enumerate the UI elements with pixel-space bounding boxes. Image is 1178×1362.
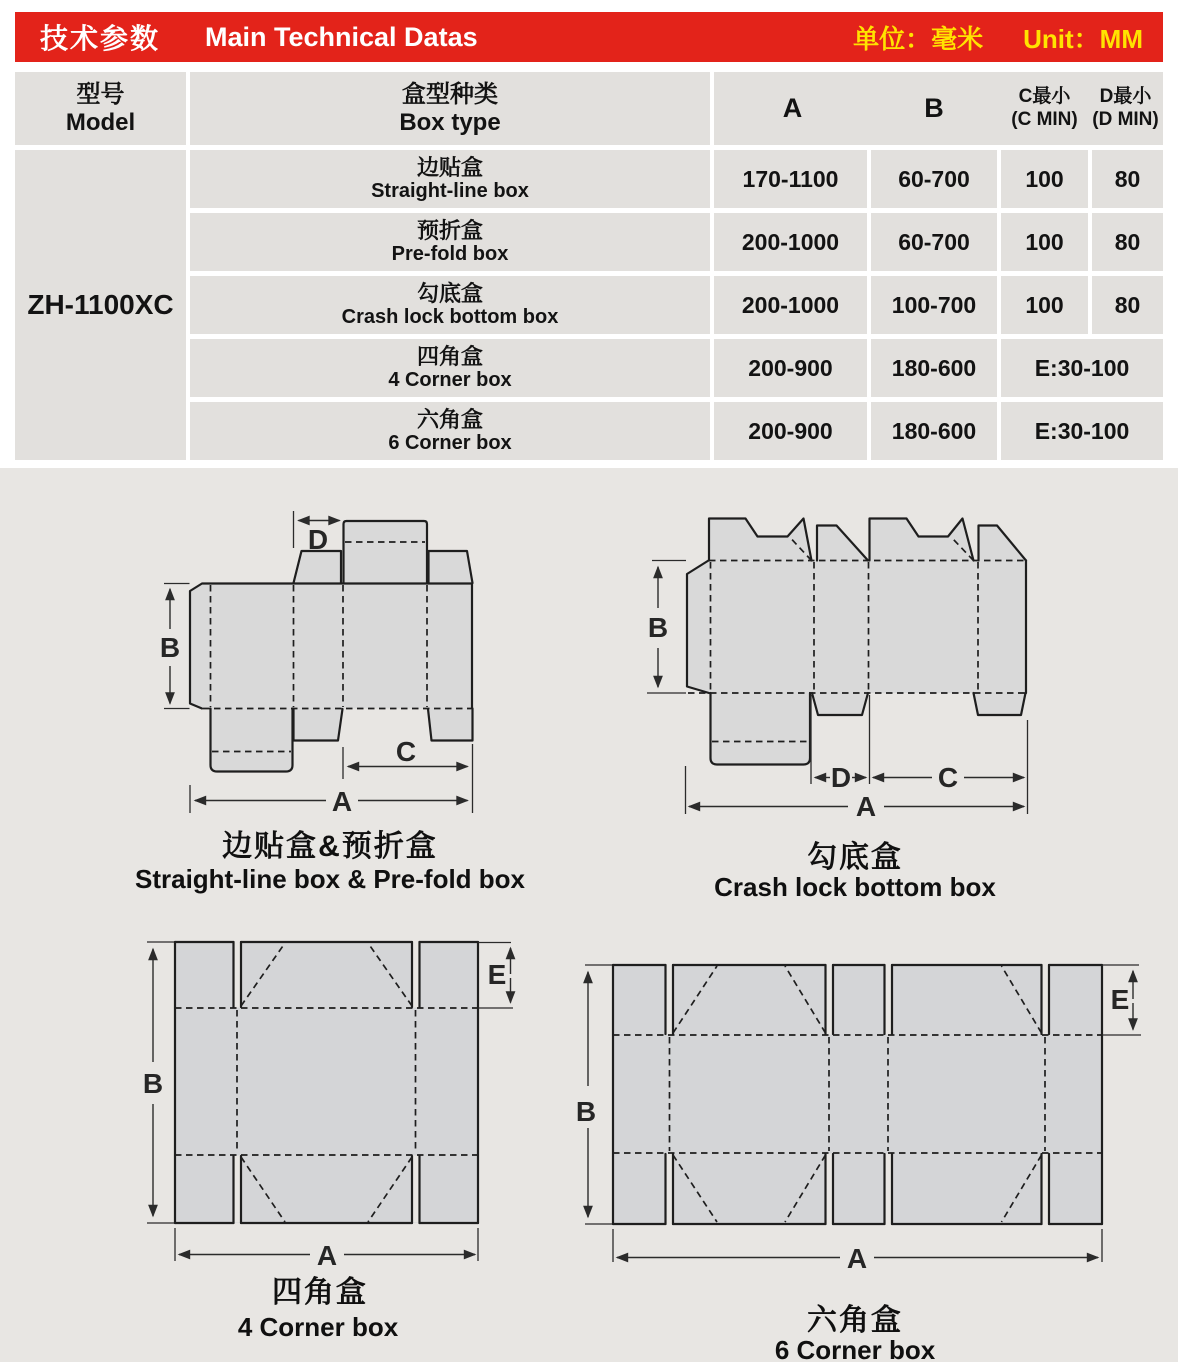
row2-d-value: 80	[1114, 228, 1141, 255]
page-title-zh: 技术参数	[40, 23, 161, 54]
row2-type-en: Pre-fold box	[391, 243, 509, 266]
header-col-b: B	[924, 92, 944, 123]
row4-type-en: 4 Corner box	[388, 369, 512, 392]
row2-a-value: 200-1000	[741, 228, 840, 255]
diagram-crash-lock-bottom-box	[647, 519, 1028, 903]
row5-type-en: 6 Corner box	[388, 432, 512, 455]
header-col-c-en: (C MIN)	[1011, 108, 1078, 130]
page-title-en: Main Technical Datas	[205, 21, 478, 52]
unit-label-zh: 单位：毫米	[853, 23, 984, 54]
header-col-a: A	[782, 92, 803, 123]
dim-label-a: A	[331, 786, 353, 817]
diagram2-caption-en: Crash lock bottom box	[714, 872, 996, 902]
row2-type-zh: 预折盒	[416, 217, 483, 243]
row3-b-value: 100-700	[891, 291, 977, 318]
header-boxtype-zh: 盒型种类	[402, 80, 498, 108]
diagram1-caption-zh: 边贴盒&预折盒	[222, 830, 438, 863]
dim-label-a: A	[316, 1240, 338, 1271]
diagram-6-corner-box	[576, 964, 1141, 1362]
diagram4-caption-zh: 六角盒	[807, 1304, 903, 1337]
dim-label-a: A	[855, 791, 877, 822]
row1-type-zh: 边贴盒	[416, 154, 483, 180]
dim-label-b: B	[647, 612, 669, 643]
dim-label-d: D	[307, 524, 329, 555]
row1-d-value: 80	[1114, 165, 1141, 192]
header-model-en: Model	[65, 108, 136, 136]
row1-a-value: 170-1100	[742, 165, 839, 192]
row4-type-zh: 四角盒	[416, 343, 483, 369]
row5-a-value: 200-900	[748, 417, 833, 444]
diagram3-caption-zh: 四角盒	[272, 1276, 368, 1309]
unit-label-en: Unit：MM	[1023, 23, 1143, 54]
row3-type-en: Crash lock bottom box	[341, 306, 559, 329]
diagram2-caption-zh: 勾底盒	[807, 841, 903, 874]
diagram-4-corner-box	[143, 941, 513, 1342]
header-col-d-zh: D最小	[1099, 85, 1152, 107]
dim-label-d: D	[830, 762, 852, 793]
row5-e-value: E:30-100	[1034, 417, 1130, 444]
header-col-c-zh: C最小	[1018, 85, 1071, 107]
row5-type-zh: 六角盒	[416, 406, 483, 432]
dim-label-c: C	[395, 736, 417, 767]
model-value: ZH-1100XC	[15, 150, 186, 460]
header-model-zh: 型号	[76, 80, 125, 108]
row3-type-zh: 勾底盒	[416, 280, 483, 306]
row1-b-value: 60-700	[898, 165, 970, 192]
row1-type-en: Straight-line box	[371, 180, 529, 203]
row4-a-value: 200-900	[748, 354, 833, 381]
diagram3-caption-en: 4 Corner box	[237, 1312, 399, 1342]
diagram1-caption-en: Straight-line box & Pre-fold box	[134, 864, 526, 894]
row5-b-value: 180-600	[891, 417, 977, 444]
dim-label-b: B	[575, 1096, 597, 1127]
dim-label-b: B	[159, 632, 181, 663]
row4-e-value: E:30-100	[1034, 354, 1130, 381]
diagram4-caption-en: 6 Corner box	[774, 1335, 936, 1362]
diagram-straight-line-box	[135, 511, 526, 894]
row4-b-value: 180-600	[891, 354, 977, 381]
dim-label-e: E	[487, 959, 507, 990]
header-col-d-en: (D MIN)	[1092, 108, 1159, 130]
row3-a-value: 200-1000	[741, 291, 840, 318]
row3-c-value: 100	[1025, 291, 1064, 318]
header-boxtype-en: Box type	[399, 108, 501, 136]
dim-label-a: A	[846, 1243, 868, 1274]
dim-label-e: E	[1110, 984, 1130, 1015]
dim-label-b: B	[142, 1068, 164, 1099]
row1-c-value: 100	[1025, 165, 1064, 192]
row2-b-value: 60-700	[898, 228, 970, 255]
dim-label-c: C	[937, 762, 959, 793]
row3-d-value: 80	[1114, 291, 1141, 318]
row2-c-value: 100	[1025, 228, 1064, 255]
